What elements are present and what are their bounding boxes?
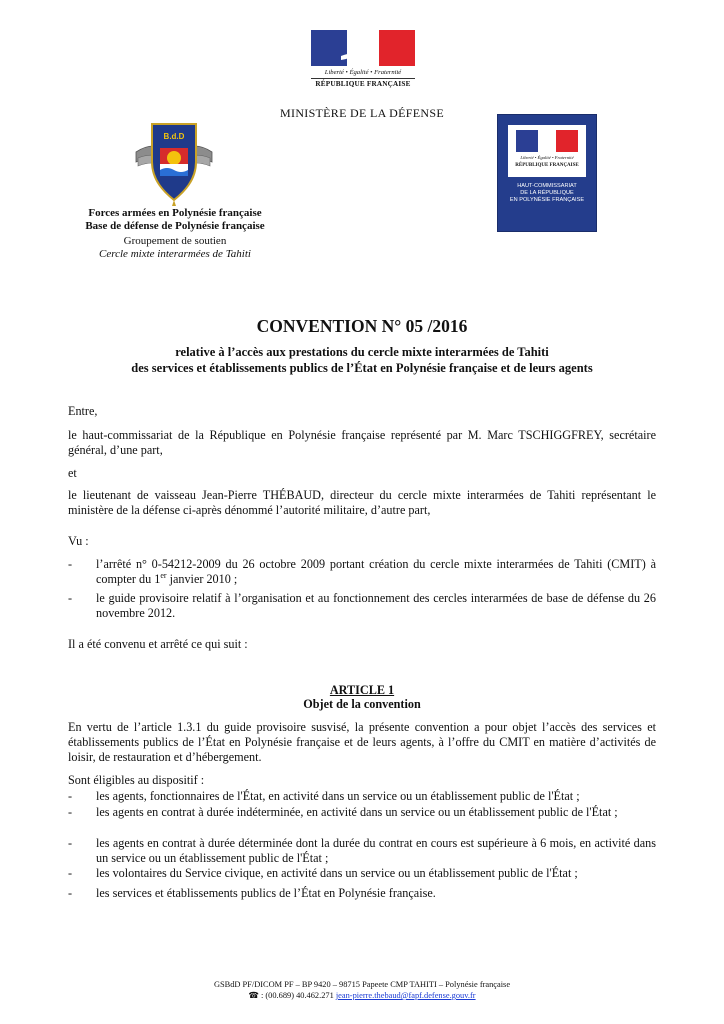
hc-line-1: HAUT-COMMISSARIAT xyxy=(517,183,577,189)
subtitle-line-2: des services et établissements publics de l’État en Polynésie française et de leurs agents xyxy=(131,360,593,375)
convention-subtitle xyxy=(0,345,724,376)
badge-text: B.d.D xyxy=(163,132,185,141)
eligible-item-1: les agents, fonctionnaires de l'État, en activité dans un service ou un établissement public de l'État ; xyxy=(96,789,580,803)
footer-address: GSBdD PF/DICOM PF – BP 9420 – 98715 Papeete CMP TAHITI – Polynésie française xyxy=(213,980,511,989)
hc-inner-panel xyxy=(508,125,586,177)
vu-list-item xyxy=(68,557,656,587)
forces-line-3: Groupement de soutien xyxy=(123,235,227,247)
vu-text: Vu : xyxy=(68,534,89,548)
page-footer xyxy=(0,979,724,1001)
convenu-text: Il a été convenu et arrêté ce qui suit : xyxy=(68,637,248,651)
marianne-flag-icon xyxy=(311,30,415,66)
list-dash: - xyxy=(68,789,73,803)
party-2-text: le lieutenant de vaisseau Jean-Pierre THÉBAUD, directeur du cercle mixte interarmées de Tahiti représentant le ministère de la défense ci-après dénommé l’autorité militaire, d’autre part, xyxy=(68,488,656,517)
forces-line-1: Forces armées en Polynésie française xyxy=(88,207,262,219)
eligible-list-item xyxy=(68,805,656,820)
party-1-text: le haut-commissariat de la République en Polynésie française représenté par M. Marc TSCHIGGFREY, secrétaire général, d’une part, xyxy=(68,428,656,457)
forces-line-4: Cercle mixte interarmées de Tahiti xyxy=(99,248,251,260)
article-1-heading: ARTICLE 1 xyxy=(329,683,395,697)
sender-block xyxy=(40,207,310,261)
eligible-list-item xyxy=(68,836,656,866)
list-dash: - xyxy=(68,836,73,850)
rf-motto: Liberté • Égalité • Fraternité xyxy=(324,69,402,76)
list-dash: - xyxy=(68,805,73,819)
article-1-subheading: Objet de la convention xyxy=(303,697,421,711)
list-dash: - xyxy=(68,886,73,900)
vu-list-item xyxy=(68,591,656,621)
entre-text: Entre, xyxy=(68,404,98,418)
eligible-item-4: les volontaires du Service civique, en activité dans un service ou un établissement public de l'État ; xyxy=(96,866,578,880)
subtitle-line-1: relative à l’accès aux prestations du cercle mixte interarmées de Tahiti xyxy=(175,345,549,359)
vu-item-1: l’arrêté n° 0-54212-2009 du 26 octobre 2009 portant création du cercle mixte interarmées de Tahiti (CMIT) à compter du 1er janvier 2010 ; xyxy=(96,557,656,586)
eligible-list-item xyxy=(68,789,656,804)
marianne-flag-small-icon xyxy=(516,130,578,152)
hc-line-3: EN POLYNÉSIE FRANÇAISE xyxy=(509,197,585,204)
base-defense-badge-icon xyxy=(134,118,214,208)
footer-phone: ☎ : (00.689) 40.462.271 xyxy=(248,991,334,1000)
eligibles-text: Sont éligibles au dispositif : xyxy=(68,773,205,787)
eligible-item-2: les agents en contrat à durée indéterminée, en activité dans un service ou un établissement public de l'État ; xyxy=(96,805,618,819)
rf-divider xyxy=(311,78,415,79)
footer-email-link[interactable]: jean-pierre.thebaud@fapf.defense.gouv.fr xyxy=(335,991,476,1000)
forces-line-2: Base de défense de Polynésie française xyxy=(85,220,265,232)
ministry-name: MINISTÈRE DE LA DÉFENSE xyxy=(280,106,444,120)
et-text: et xyxy=(68,466,77,480)
eligible-item-5: les services et établissements publics de l’État en Polynésie française. xyxy=(96,886,436,900)
list-dash: - xyxy=(68,591,73,605)
article-1-paragraph: En vertu de l’article 1.3.1 du guide provisoire susvisé, la présente convention a pour objet l’accès des services et établissements publics de l’État en Polynésie française et de leurs agents, à l’offre du CMIT en matière d’activités de loisir, de restauration et d’hébergement. xyxy=(68,720,656,764)
hc-text xyxy=(502,183,592,205)
haut-commissariat-logo xyxy=(497,114,597,232)
eligible-list-item xyxy=(68,866,656,881)
rf-name: RÉPUBLIQUE FRANÇAISE xyxy=(315,80,411,88)
hc-rf-name: RÉPUBLIQUE FRANÇAISE xyxy=(515,163,579,168)
vu-item-2: le guide provisoire relatif à l’organisation et au fonctionnement des cercles interarmées de base de défense du 26 novembre 2012. xyxy=(96,591,656,620)
eligible-list-item xyxy=(68,886,656,901)
eligible-item-3: les agents en contrat à durée déterminée dont la durée du contrat en cours est supérieure à 6 mois, en activité dans un service ou un établissement public de l'État ; xyxy=(96,836,656,865)
hc-line-2: DE LA RÉPUBLIQUE xyxy=(520,190,574,197)
footer-contact xyxy=(0,990,724,1001)
list-dash: - xyxy=(68,557,73,571)
republique-francaise-logo xyxy=(311,30,415,88)
hc-motto: Liberté • Égalité • Fraternité xyxy=(520,155,574,160)
list-dash: - xyxy=(68,866,73,880)
convention-title: CONVENTION N° 05 /2016 xyxy=(256,316,468,336)
